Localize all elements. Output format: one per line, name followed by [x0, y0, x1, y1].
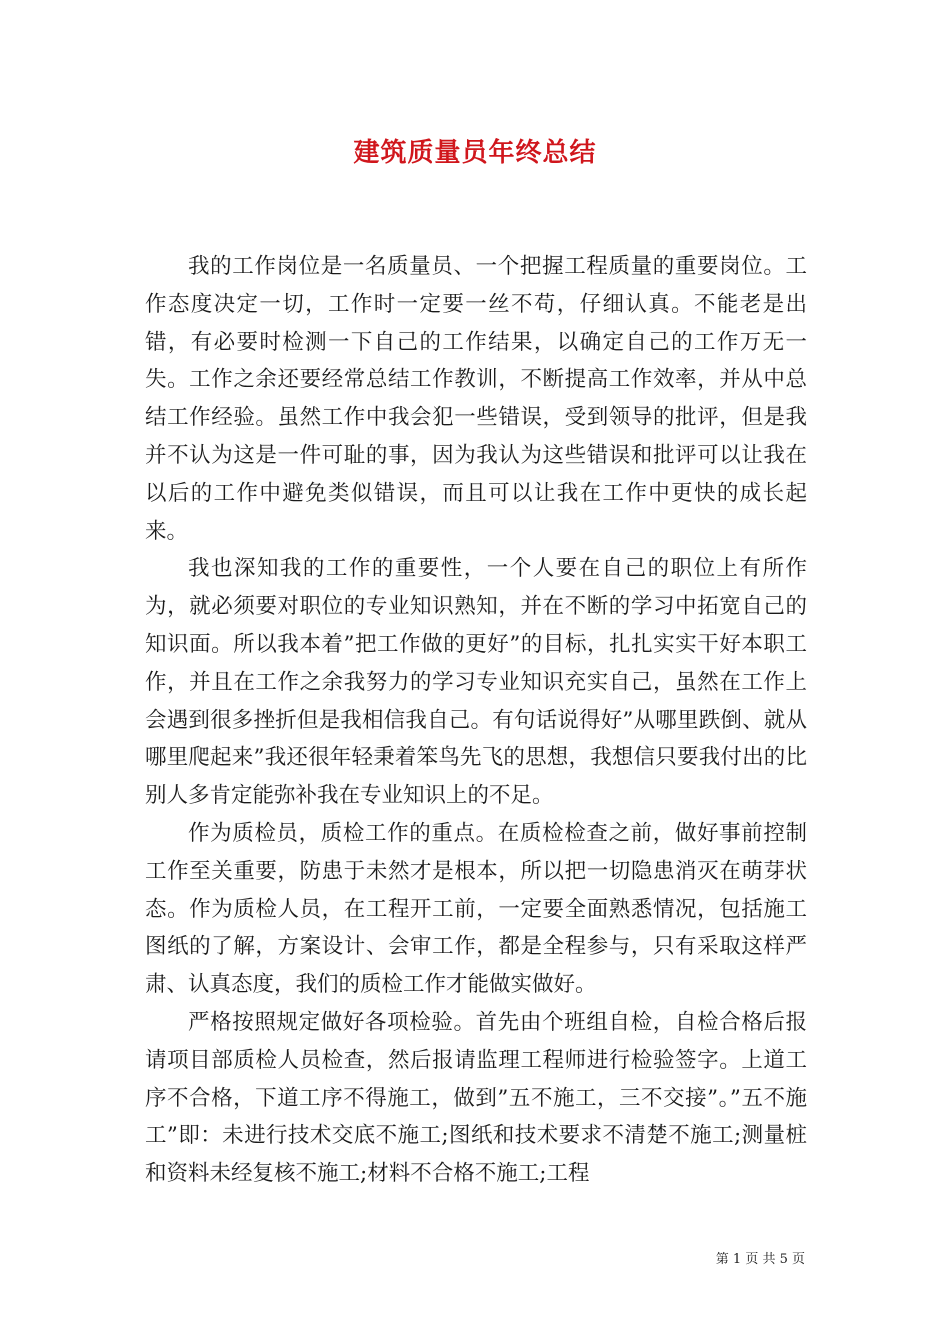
paragraph-2: 我也深知我的工作的重要性，一个人要在自己的职位上有所作为，就必须要对职位的专业知识熟知，并在不断的学习中拓宽自己的知识面。所以我本着”把工作做的更好”的目标，扎扎实实干好本职工作，并且在工作之余我努力的学习专业知识充实自己，虽然在工作上会遇到很多挫折但是我相信我自己。有句话说得好”从哪里跌倒、就从哪里爬起来”我还很年轻秉着笨鸟先飞的思想，我想信只要我付出的比别人多肯定能弥补我在专业知识上的不足。 [145, 556, 807, 809]
paragraph-1: 我的工作岗位是一名质量员、一个把握工程质量的重要岗位。工作态度决定一切，工作时一定要一丝不苟，仔细认真。不能老是出错，有必要时检测一下自己的工作结果，以确定自己的工作万无一失。工作之余还要经常总结工作教训，不断提高工作效率，并从中总结工作经验。虽然工作中我会犯一些错误，受到领导的批评，但是我并不认为这是一件可耻的事，因为我认为这些错误和批评可以让我在以后的工作中避免类似错误，而且可以让我在工作中更快的成长起来。 [145, 254, 807, 544]
page-number: 第 1 页 共 5 页 [715, 1252, 805, 1267]
document-body [145, 248, 807, 1193]
document-title: 建筑质量员年终总结 [353, 138, 597, 168]
paragraph-3: 作为质检员，质检工作的重点。在质检检查之前，做好事前控制工作至关重要，防患于未然才是根本，所以把一切隐患消灭在萌芽状态。作为质检人员，在工程开工前，一定要全面熟悉情况，包括施工图纸的了解，方案设计、会审工作，都是全程参与，只有采取这样严肃、认真态度，我们的质检工作才能做实做好。 [145, 820, 807, 998]
paragraph-4: 严格按照规定做好各项检验。首先由个班组自检，自检合格后报请项目部质检人员检查，然后报请监理工程师进行检验签字。上道工序不合格，下道工序不得施工，做到”五不施工，三不交接”。”五不施工”即：未进行技术交底不施工;图纸和技术要求不清楚不施工;测量桩和资料未经复核不施工;材料不合格不施工;工程 [145, 1009, 807, 1187]
